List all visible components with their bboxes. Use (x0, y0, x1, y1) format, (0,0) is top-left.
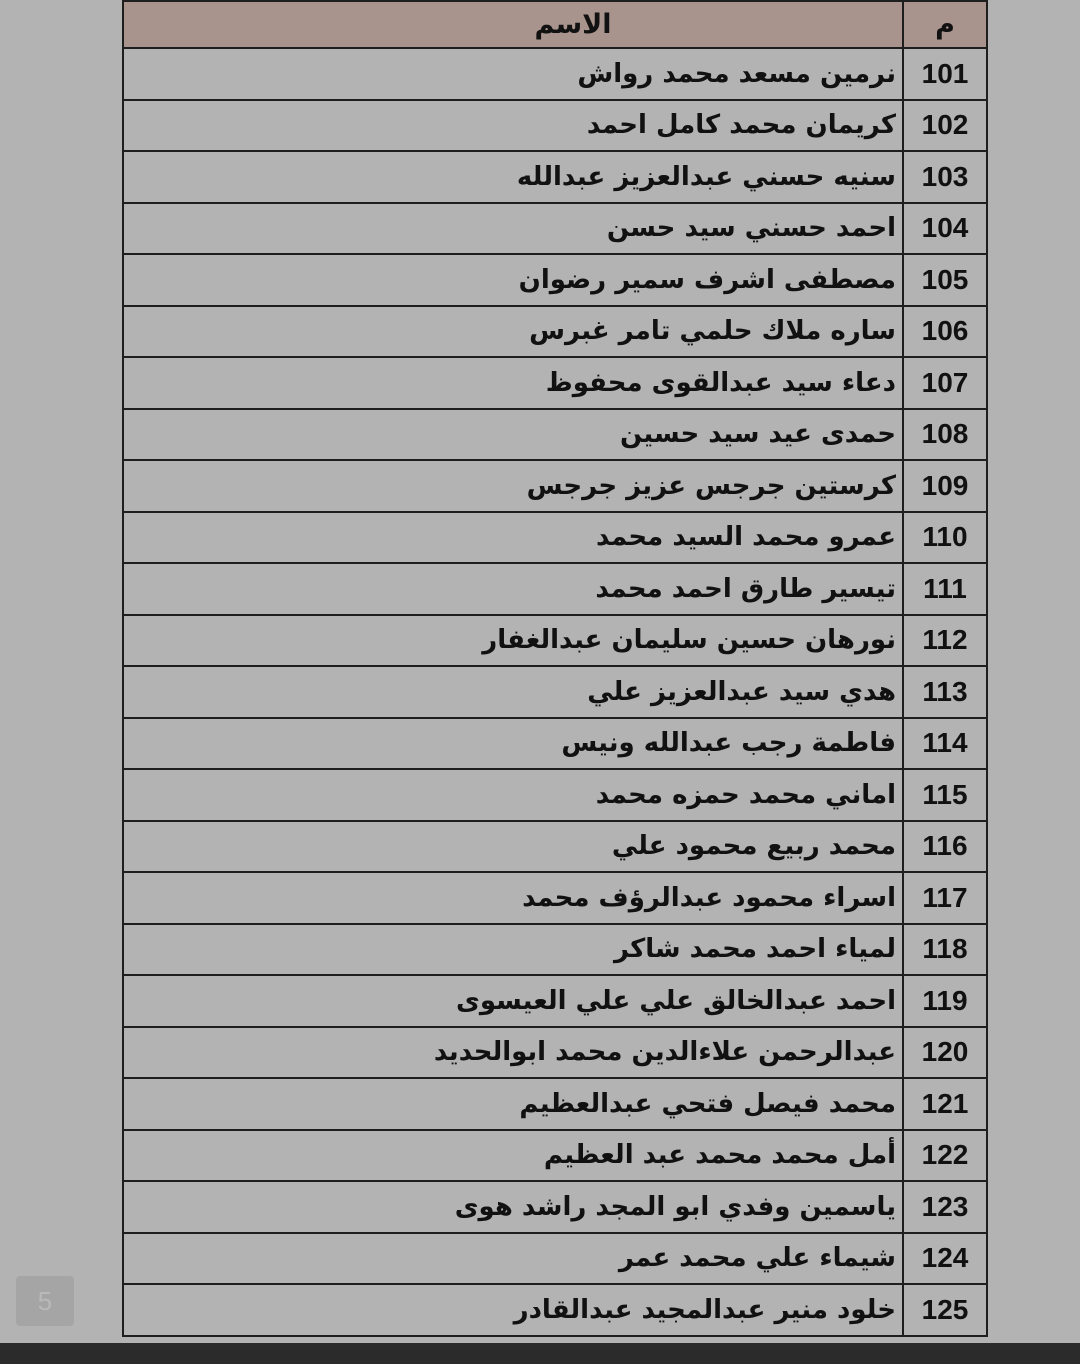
row-name: نورهان حسين سليمان عبدالغفار (123, 615, 903, 667)
table-row (123, 615, 987, 667)
row-number: 118 (903, 924, 987, 976)
row-number: 105 (903, 254, 987, 306)
table-row (123, 151, 987, 203)
names-table (122, 0, 988, 1337)
row-name: احمد حسني سيد حسن (123, 203, 903, 255)
table-row (123, 1130, 987, 1182)
row-name: كريمان محمد كامل احمد (123, 100, 903, 152)
row-number: 103 (903, 151, 987, 203)
row-name: فاطمة رجب عبدالله ونيس (123, 718, 903, 770)
table-row (123, 1078, 987, 1130)
row-number: 117 (903, 872, 987, 924)
table-header-row (123, 1, 987, 48)
row-name: اماني محمد حمزه محمد (123, 769, 903, 821)
table-row (123, 975, 987, 1027)
row-name: نرمين مسعد محمد رواش (123, 48, 903, 100)
row-number: 110 (903, 512, 987, 564)
table-row (123, 306, 987, 358)
row-number: 115 (903, 769, 987, 821)
bottom-bar (0, 1343, 1080, 1364)
table-row (123, 100, 987, 152)
table-body (123, 48, 987, 1336)
row-name: ساره ملاك حلمي تامر غبرس (123, 306, 903, 358)
table-row (123, 666, 987, 718)
row-number: 112 (903, 615, 987, 667)
row-number: 102 (903, 100, 987, 152)
page-number-button[interactable]: 5 (16, 1276, 74, 1326)
row-number: 109 (903, 460, 987, 512)
table-row (123, 48, 987, 100)
row-name: ياسمين وفدي ابو المجد راشد هوى (123, 1181, 903, 1233)
table-row (123, 718, 987, 770)
table-row (123, 821, 987, 873)
row-name: شيماء علي محمد عمر (123, 1233, 903, 1285)
table-row (123, 872, 987, 924)
table-row (123, 460, 987, 512)
table-row (123, 563, 987, 615)
row-number: 121 (903, 1078, 987, 1130)
row-name: حمدى عيد سيد حسين (123, 409, 903, 461)
row-number: 111 (903, 563, 987, 615)
table-row (123, 1284, 987, 1336)
table-row (123, 769, 987, 821)
row-number: 106 (903, 306, 987, 358)
table-row (123, 409, 987, 461)
row-name: مصطفى اشرف سمير رضوان (123, 254, 903, 306)
row-name: تيسير طارق احمد محمد (123, 563, 903, 615)
row-name: دعاء سيد عبدالقوى محفوظ (123, 357, 903, 409)
names-sheet (122, 0, 988, 1338)
row-number: 123 (903, 1181, 987, 1233)
row-number: 125 (903, 1284, 987, 1336)
row-number: 108 (903, 409, 987, 461)
table-row (123, 512, 987, 564)
row-name: هدي سيد عبدالعزيز علي (123, 666, 903, 718)
row-name: عمرو محمد السيد محمد (123, 512, 903, 564)
table-row (123, 357, 987, 409)
table-row (123, 924, 987, 976)
row-number: 101 (903, 48, 987, 100)
table-row (123, 1027, 987, 1079)
table-row (123, 1181, 987, 1233)
row-name: اسراء محمود عبدالرؤف محمد (123, 872, 903, 924)
row-number: 124 (903, 1233, 987, 1285)
row-name: لمياء احمد محمد شاكر (123, 924, 903, 976)
row-name: كرستين جرجس عزيز جرجس (123, 460, 903, 512)
row-name: أمل محمد محمد عبد العظيم (123, 1130, 903, 1182)
row-number: 119 (903, 975, 987, 1027)
row-number: 114 (903, 718, 987, 770)
table-row (123, 203, 987, 255)
row-name: عبدالرحمن علاءالدين محمد ابوالحديد (123, 1027, 903, 1079)
table-row (123, 254, 987, 306)
table-row (123, 1233, 987, 1285)
row-name: سنيه حسني عبدالعزيز عبدالله (123, 151, 903, 203)
row-number: 113 (903, 666, 987, 718)
row-name: خلود منير عبدالمجيد عبدالقادر (123, 1284, 903, 1336)
row-number: 122 (903, 1130, 987, 1182)
row-number: 116 (903, 821, 987, 873)
row-number: 120 (903, 1027, 987, 1079)
row-number: 104 (903, 203, 987, 255)
column-header-number: م (903, 1, 987, 48)
row-name: احمد عبدالخالق علي علي العيسوى (123, 975, 903, 1027)
row-name: محمد ربيع محمود علي (123, 821, 903, 873)
row-number: 107 (903, 357, 987, 409)
column-header-name: الاسم (123, 1, 903, 48)
row-name: محمد فيصل فتحي عبدالعظيم (123, 1078, 903, 1130)
